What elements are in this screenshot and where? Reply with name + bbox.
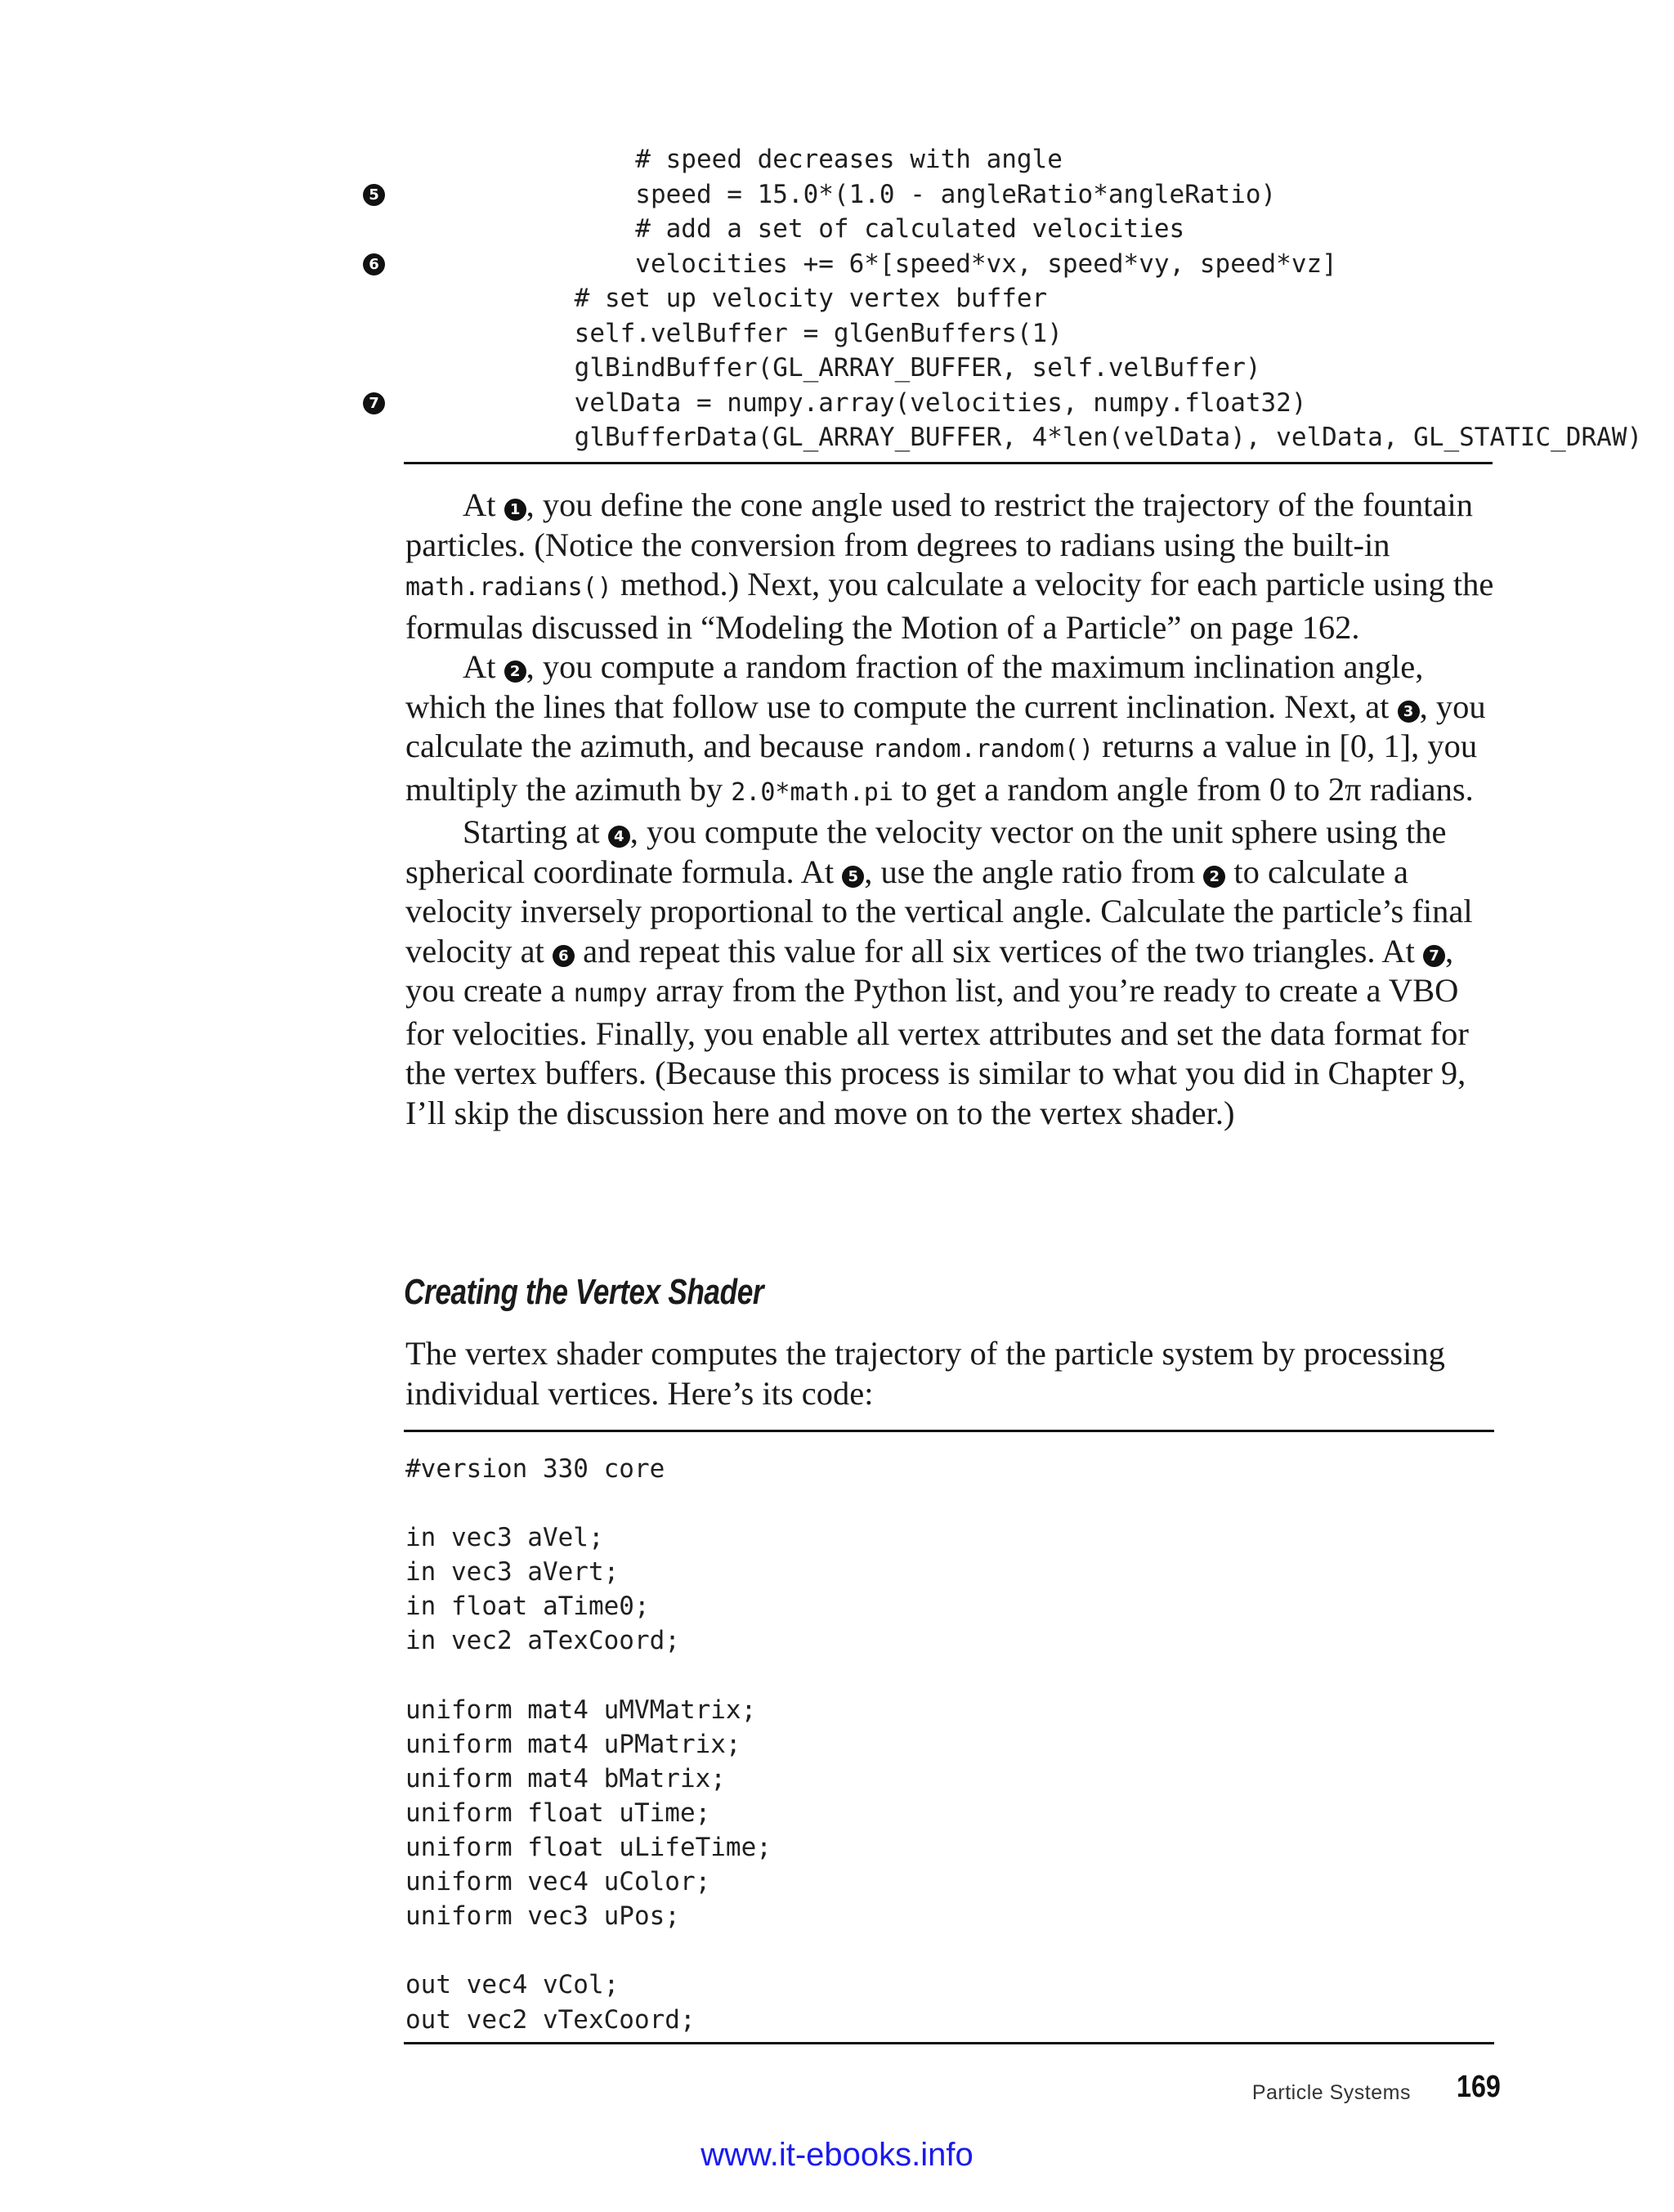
text-run: At [463,648,504,685]
code-line: uniform vec3 uPos; [405,1901,680,1932]
callout-marker-1: 1 [504,499,526,521]
inline-code: numpy [573,979,648,1008]
inline-code: random.random() [872,735,1094,763]
code-line: uniform float uTime; [405,1798,711,1828]
text-run: , you compute the velocity vector on the unit sphere using the spherical coordinate formula. At [405,813,1447,890]
code-bottom-rule [404,462,1493,464]
text-run: , you compute a random fraction of the maximum inclination angle, which the lines that follow use to compute the current inclination. Next, at [405,648,1424,725]
code-line: uniform vec4 uColor; [405,1867,711,1897]
explanation-text [405,486,1501,1133]
inline-code: 2.0*math.pi [731,777,893,807]
text-run: method.) Next, you calculate a velocity for each particle using the formulas discussed in “Modeling the Motion of a Particle” on page 162. [405,566,1494,646]
shader-code-top-rule [404,1430,1494,1432]
shader-code-bottom-rule [404,2042,1494,2044]
code-line: in float aTime0; [405,1592,650,1622]
text-run: , use the angle ratio from [864,853,1204,890]
page-number: 169 [1457,2070,1501,2104]
code-line: in vec3 aVert; [405,1557,620,1587]
code-line [327,351,1512,386]
code-line-text: speed = 15.0*(1.0 - angleRatio*angleRatio) [513,179,1277,209]
callout-marker-7: 7 [1423,945,1445,967]
text-run: and repeat this value for all six vertices of the two triangles. At [574,932,1424,969]
callout-marker-5: 5 [842,866,864,888]
paragraph [405,813,1501,1133]
section-intro: The vertex shader computes the trajectory of the particle system by processing individual vertices. Here’s its code: [405,1335,1445,1412]
code-line: uniform mat4 bMatrix; [405,1763,726,1793]
code-line-text: # set up velocity vertex buffer [513,284,1048,313]
watermark-link[interactable]: www.it-ebooks.info [700,2137,974,2173]
code-line-text: glBindBuffer(GL_ARRAY_BUFFER, self.velBuffer) [513,353,1261,383]
text-run: to get a random angle from 0 to 2π radians. [893,770,1474,808]
code-line: uniform mat4 uMVMatrix; [405,1695,757,1725]
text-run: At [463,486,504,523]
paragraph [405,647,1501,813]
code-line [327,386,1512,421]
code-line-text: # add a set of calculated velocities [513,214,1185,244]
code-line-text: velocities += 6*[speed*vx, speed*vy, speed*vz] [513,249,1337,279]
code-line-text: velData = numpy.array(velocities, numpy.float32) [513,387,1307,418]
callout-marker-4: 4 [608,826,630,848]
callout-marker-7: 7 [363,392,385,414]
code-line: out vec4 vCol; [405,1970,620,2000]
code-line: in vec2 aTexCoord; [405,1626,680,1656]
text-run: , you calculate the azimuth, and because [405,687,1486,764]
code-listing-velocities [327,142,1643,455]
code-line: in vec3 aVel; [405,1523,604,1553]
code-line [405,1933,1517,1968]
text-run: to calculate a velocity inversely proportional to the vertical angle. Calculate the particle’s final velocity at [405,853,1473,969]
section-heading: Creating the Vertex Shader [404,1272,764,1312]
code-line [327,177,1512,213]
code-line [327,142,1512,177]
code-line [327,212,1512,247]
code-line: uniform mat4 uPMatrix; [405,1729,741,1759]
paragraph [405,486,1501,647]
callout-marker-6: 6 [363,253,385,275]
text-run: , you create a [405,932,1454,1009]
text-run: array from the Python list, and you’re ready to create a VBO for velocities. Finally, you enable all vertex attributes and set the data format for the vertex buffers. (Because this process is similar to what you did in Chapter 9, I’ll skip the discussion here and move on to the vertex shader.) [405,972,1469,1131]
text-run: Starting at [463,813,608,850]
code-line [405,1659,1517,1693]
text-run: returns a value in [0, 1], you multiply the azimuth by [405,728,1478,808]
code-line [327,281,1512,316]
code-line: uniform float uLifeTime; [405,1833,772,1863]
code-line [327,316,1512,352]
text-run: , you define the cone angle used to restrict the trajectory of the fountain particles. (Notice the conversion from degrees to radians using the built-in [405,486,1473,563]
running-footer-section: Particle Systems [1251,2081,1411,2104]
callout-marker-5: 5 [363,184,385,206]
inline-code: math.radians() [405,573,612,602]
callout-marker-2: 2 [1203,866,1225,888]
code-line: #version 330 core [405,1454,665,1484]
code-listing-vertex-shader [405,1452,1517,2037]
code-line: out vec2 vTexCoord; [405,2004,696,2035]
code-line [405,1486,1517,1520]
code-line [327,247,1512,282]
callout-marker-2: 2 [504,660,526,683]
code-line [327,420,1643,455]
code-line-text: # speed decreases with angle [513,145,1063,174]
callout-marker-3: 3 [1398,701,1420,723]
callout-marker-6: 6 [553,945,575,967]
code-line-text: self.velBuffer = glGenBuffers(1) [513,318,1063,348]
code-line-text: glBufferData(GL_ARRAY_BUFFER, 4*len(velData), velData, GL_STATIC_DRAW) [513,423,1643,452]
